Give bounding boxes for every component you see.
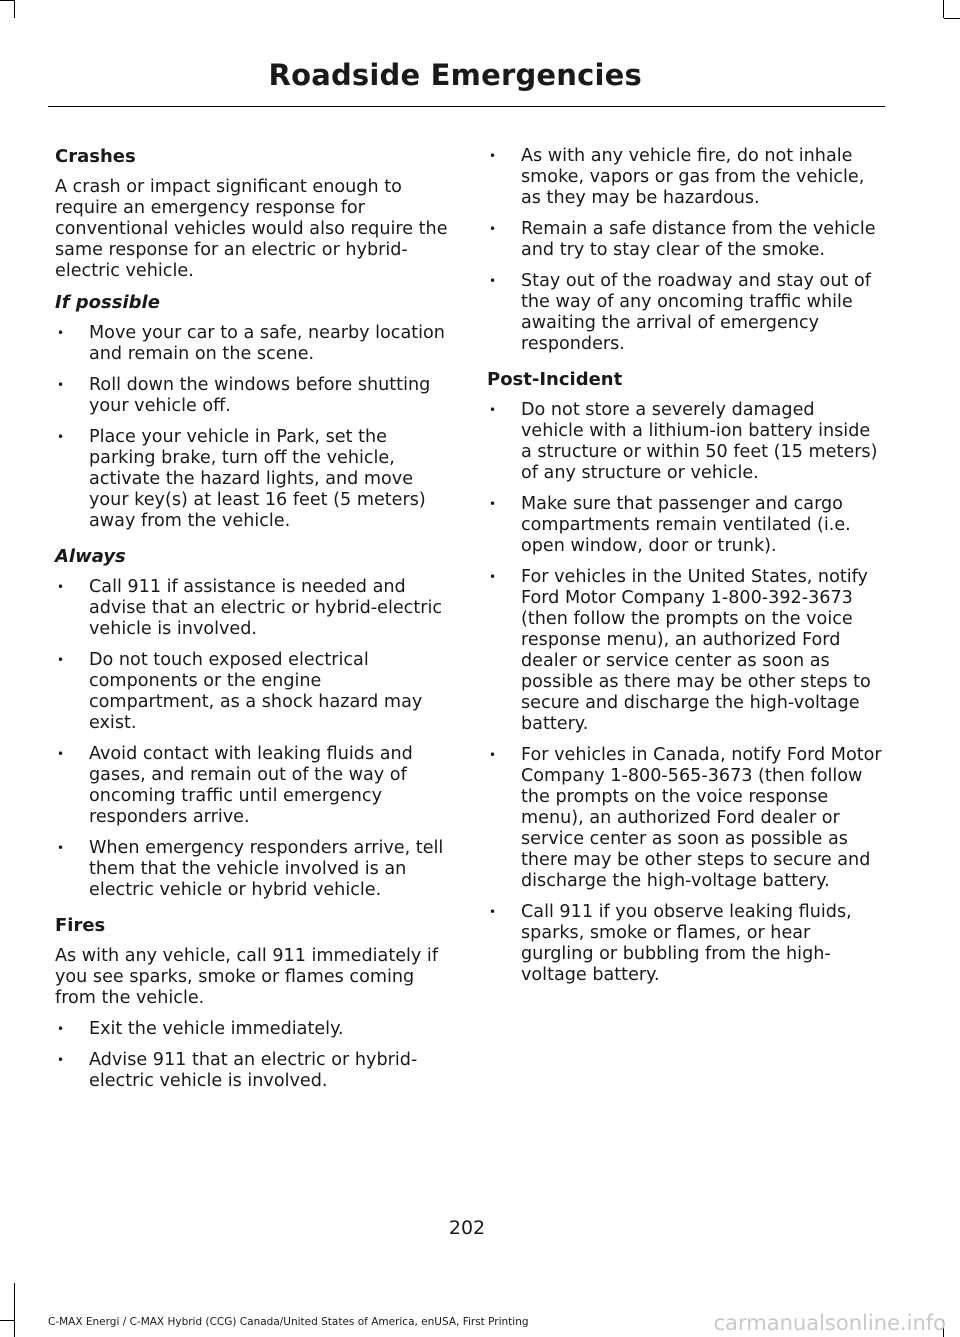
- fires-heading: Fires: [55, 915, 106, 936]
- watermark[interactable]: carmanualsonline.info: [713, 1311, 946, 1335]
- crop-mark: [0, 1320, 14, 1321]
- list-item: • Place your vehicle in Park, set the parking brake, turn off the vehicle, activate the hazard lights, and move your key(s) at least 16 feet (5 meters) away from the vehicle.: [55, 427, 449, 532]
- if-possible-list: [55, 323, 449, 532]
- right-column: [487, 146, 882, 1000]
- list-item: • Do not store a severely damaged vehicle with a lithium-ion battery inside a structure or within 50 feet (15 meters) of any structure or vehicle.: [487, 400, 882, 484]
- list-item: • Do not touch exposed electrical components or the engine compartment, as a shock hazard may exist.: [55, 650, 449, 734]
- always-list: [55, 577, 449, 901]
- list-item: • As with any vehicle fire, do not inhale smoke, vapors or gas from the vehicle, as they may be hazardous.: [487, 146, 882, 209]
- list-item: • Exit the vehicle immediately.: [55, 1019, 449, 1040]
- list-item: • For vehicles in Canada, notify Ford Motor Company 1-800-565-3673 (then follow the prompts on the voice response menu), an authorized Ford dealer or service center as soon as possible as there may be other steps to secure and discharge the high-voltage battery.: [487, 745, 882, 892]
- page-title: Roadside Emergencies: [268, 58, 642, 92]
- header-divider: [48, 106, 885, 107]
- crop-mark: [14, 0, 15, 18]
- crop-mark: [944, 18, 960, 19]
- if-possible-heading: If possible: [55, 292, 160, 313]
- crop-mark: [943, 0, 944, 18]
- list-item: • For vehicles in the United States, notify Ford Motor Company 1-800-392-3673 (then follow the prompts on the voice response menu), an authorized Ford dealer or service center as soon as possible as there may be other steps to secure and discharge the high-voltage battery.: [487, 567, 882, 735]
- crop-mark: [14, 1283, 15, 1337]
- list-item: • Remain a safe distance from the vehicle and try to stay clear of the smoke.: [487, 219, 882, 261]
- list-item: • Call 911 if you observe leaking fluids, sparks, smoke or flames, or hear gurgling or bubbling from the high-voltage battery.: [487, 902, 882, 986]
- crop-mark: [0, 0, 14, 1]
- list-item: • Call 911 if assistance is needed and advise that an electric or hybrid-electric vehicle is involved.: [55, 577, 449, 640]
- page-number: 202: [448, 1217, 486, 1239]
- fires-list: [55, 1019, 449, 1092]
- fire-continued-list: [487, 146, 882, 355]
- fires-paragraph: As with any vehicle, call 911 immediately if you see sparks, smoke or flames coming from the vehicle.: [55, 946, 439, 1008]
- list-item: • Stay out of the roadway and stay out of the way of any oncoming traffic while awaiting the arrival of emergency responders.: [487, 271, 882, 355]
- crashes-paragraph: A crash or impact significant enough to require an emergency response for conventional vehicles would also require the same response for an electric or hybrid-electric vehicle.: [55, 177, 448, 281]
- left-column: [55, 146, 449, 1106]
- footer-text: C-MAX Energi / C-MAX Hybrid (CCG) Canada/United States of America, enUSA, First Printing: [48, 1316, 529, 1328]
- list-item: • Move your car to a safe, nearby location and remain on the scene.: [55, 323, 449, 365]
- list-item: • Advise 911 that an electric or hybrid-electric vehicle is involved.: [55, 1050, 449, 1092]
- list-item: • Avoid contact with leaking fluids and gases, and remain out of the way of oncoming traffic until emergency responders arrive.: [55, 744, 449, 828]
- post-incident-heading: Post-Incident: [487, 369, 623, 390]
- list-item: • Make sure that passenger and cargo compartments remain ventilated (i.e. open window, door or trunk).: [487, 494, 882, 557]
- list-item: • When emergency responders arrive, tell them that the vehicle involved is an electric vehicle or hybrid vehicle.: [55, 838, 449, 901]
- list-item: • Roll down the windows before shutting your vehicle off.: [55, 375, 449, 417]
- crashes-heading: Crashes: [55, 146, 136, 167]
- post-incident-list: [487, 400, 882, 986]
- always-heading: Always: [55, 546, 126, 567]
